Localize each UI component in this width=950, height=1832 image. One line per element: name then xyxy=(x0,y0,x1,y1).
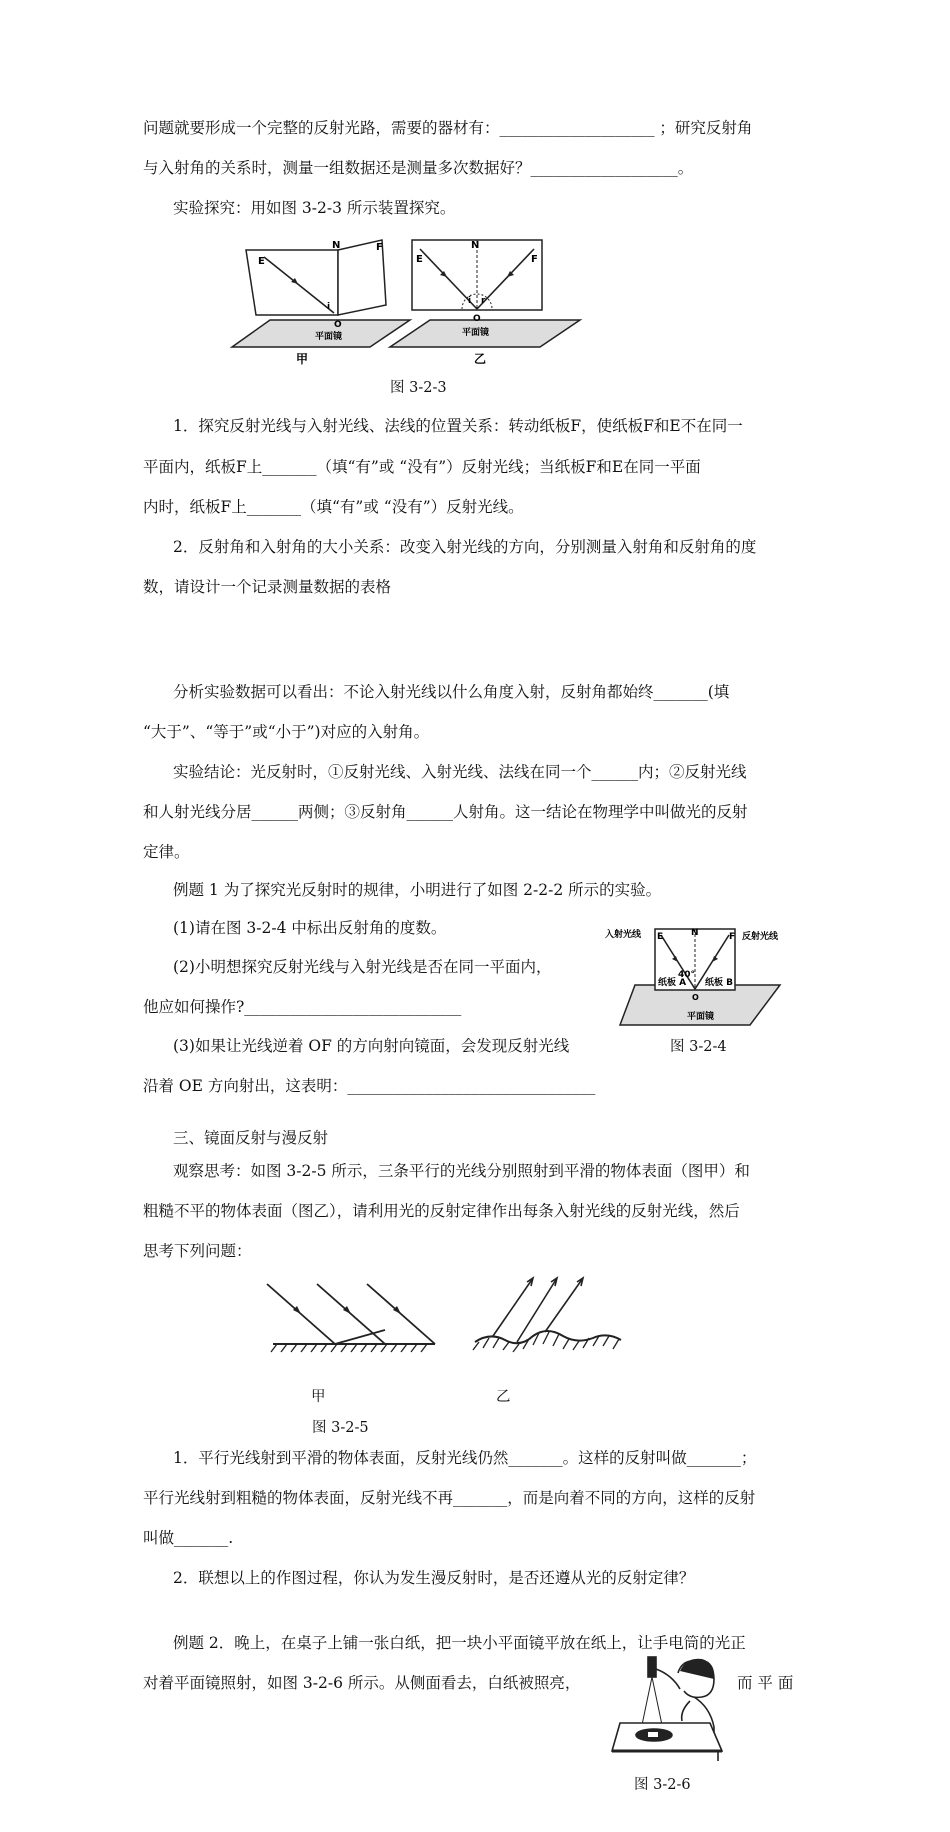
fig-label-yi: 乙 xyxy=(474,352,487,366)
text-line: 例题 1 为了探究光反射时的规律，小明进行了如图 2-2-2 所示的实验。 xyxy=(173,881,662,899)
text-line: 定律。 xyxy=(143,843,190,861)
text-line: (2)小明想探究反射光线与入射光线是否在同一平面内， xyxy=(173,958,552,976)
caption-fig-3-2-5: 图 3-2-5 xyxy=(312,1420,369,1436)
smooth-surface-diagram xyxy=(267,1284,435,1352)
text-line: 实验探究：用如图 3-2-3 所示装置探究。 xyxy=(173,199,456,217)
fig-label-O: O xyxy=(473,314,481,324)
text-line: 平行光线射到粗糙的物体表面，反射光线不再_______，而是向着不同的方向，这样的反射 xyxy=(143,1489,756,1507)
text-line: (3)如果让光线逆着 OF 的方向射向镜面，会发现反射光线 xyxy=(173,1037,570,1055)
text-line: 和人射光线分居______两侧；③反射角______人射角。这一结论在物理学中叫做光的反射 xyxy=(143,803,748,821)
fig-label-O: O xyxy=(692,993,699,1002)
fig-label-N: N xyxy=(691,928,699,938)
figure-yi-apparatus xyxy=(390,240,580,366)
fig-label-F: F xyxy=(531,254,538,265)
fig-label-i: i xyxy=(327,302,331,312)
flashlight-person-illustration xyxy=(612,1657,722,1761)
text-line: 叫做_______. xyxy=(143,1529,234,1547)
text-line: 2．反射角和入射角的大小关系：改变入射光线的方向，分别测量入射角和反射角的度 xyxy=(173,538,757,556)
text-line: 例题 2．晚上，在桌子上铺一张白纸，把一块小平面镜平放在纸上，让手电筒的光正 xyxy=(173,1634,746,1652)
fig-label-mirror: 平面镜 xyxy=(462,328,490,338)
fig-label-O: O xyxy=(334,320,342,330)
text-line: 分析实验数据可以看出：不论入射光线以什么角度入射，反射角都始终_______(填 xyxy=(173,683,730,701)
text-line: “大于”、“等于”或“小于”)对应的入射角。 xyxy=(143,723,430,741)
fig-label-r: r xyxy=(481,296,486,306)
fig-label-E: E xyxy=(416,254,423,265)
fig-label-board-a: 纸板 A xyxy=(658,978,687,988)
figure-3-2-5 xyxy=(265,1270,665,1360)
figure-3-2-3 xyxy=(240,235,600,365)
fig-label-mirror: 平面镜 xyxy=(687,1012,715,1022)
text-line: 平面内，纸板F上_______（填“有”或 “没有”）反射光线；当纸板F和E在同一平面 xyxy=(143,458,701,476)
fig-label-board-b: 纸板 B xyxy=(705,978,733,988)
fig-label-mirror: 平面镜 xyxy=(315,332,343,342)
caption-fig-3-2-6: 图 3-2-6 xyxy=(634,1777,691,1793)
rough-surface-diagram xyxy=(473,1278,621,1352)
caption-yi: 乙 xyxy=(496,1389,511,1405)
caption-fig-3-2-3: 图 3-2-3 xyxy=(390,380,447,396)
caption-jia: 甲 xyxy=(311,1389,326,1405)
text-line: 2．联想以上的作图过程，你认为发生漫反射时，是否还遵从光的反射定律？ xyxy=(173,1569,695,1587)
text-line: 沿着 OE 方向射出，这表明：________________________________ xyxy=(143,1077,596,1095)
text-line: 粗糙不平的物体表面（图乙），请利用光的反射定律作出每条入射光线的反射光线，然后 xyxy=(143,1202,740,1220)
fig-label-reflected-ray: 反射光线 xyxy=(742,932,779,942)
fig-label-E: E xyxy=(657,932,664,942)
text-line: 他应如何操作?____________________________ xyxy=(143,998,462,1016)
caption-fig-3-2-4: 图 3-2-4 xyxy=(670,1039,727,1055)
text-line: 1．探究反射光线与入射光线、法线的位置关系：转动纸板F，使纸板F和E不在同一 xyxy=(173,417,743,435)
figure-3-2-6 xyxy=(610,1655,730,1765)
fig-label-i: i xyxy=(468,296,472,306)
figure-3-2-4 xyxy=(605,925,790,1030)
text-line: 思考下列问题： xyxy=(143,1242,252,1260)
text-line: 1．平行光线射到平滑的物体表面，反射光线仍然_______。这样的反射叫做_______； xyxy=(173,1449,757,1467)
text-line: 问题就要形成一个完整的反射光路，需要的器材有：____________________ ；研究反射角 xyxy=(143,119,753,137)
text-line: 与入射角的关系时，测量一组数据还是测量多次数据好？___________________。 xyxy=(143,159,694,177)
fig-label-jia: 甲 xyxy=(296,352,309,366)
text-line: 对着平面镜照射，如图 3-2-6 所示。从侧面看去，白纸被照亮， xyxy=(143,1674,581,1692)
text-line: 数，请设计一个记录测量数据的表格 xyxy=(143,578,392,596)
fig-label-N: N xyxy=(471,240,480,251)
text-line: 内时，纸板F上_______（填“有”或 “没有”）反射光线。 xyxy=(143,498,524,516)
fig-label-F: F xyxy=(729,932,736,942)
section-heading: 三、镜面反射与漫反射 xyxy=(173,1129,329,1147)
text-line: 观察思考：如图 3-2-5 所示，三条平行的光线分别照射到平滑的物体表面（图甲）和 xyxy=(173,1162,750,1180)
fig-label-E: E xyxy=(258,256,265,267)
fig-label-N: N xyxy=(332,240,341,251)
text-line: (1)请在图 3-2-4 中标出反射角的度数。 xyxy=(173,919,447,937)
fig-label-incident-ray: 入射光线 xyxy=(605,930,642,940)
fig-label-angle: 40° xyxy=(678,970,696,980)
fig-label-F: F xyxy=(376,242,383,253)
text-line: 而 平 面 xyxy=(737,1674,794,1692)
text-line: 实验结论：光反射时，①反射光线、入射光线、法线在同一个______内；②反射光线 xyxy=(173,763,747,781)
figure-jia-apparatus xyxy=(232,240,410,366)
